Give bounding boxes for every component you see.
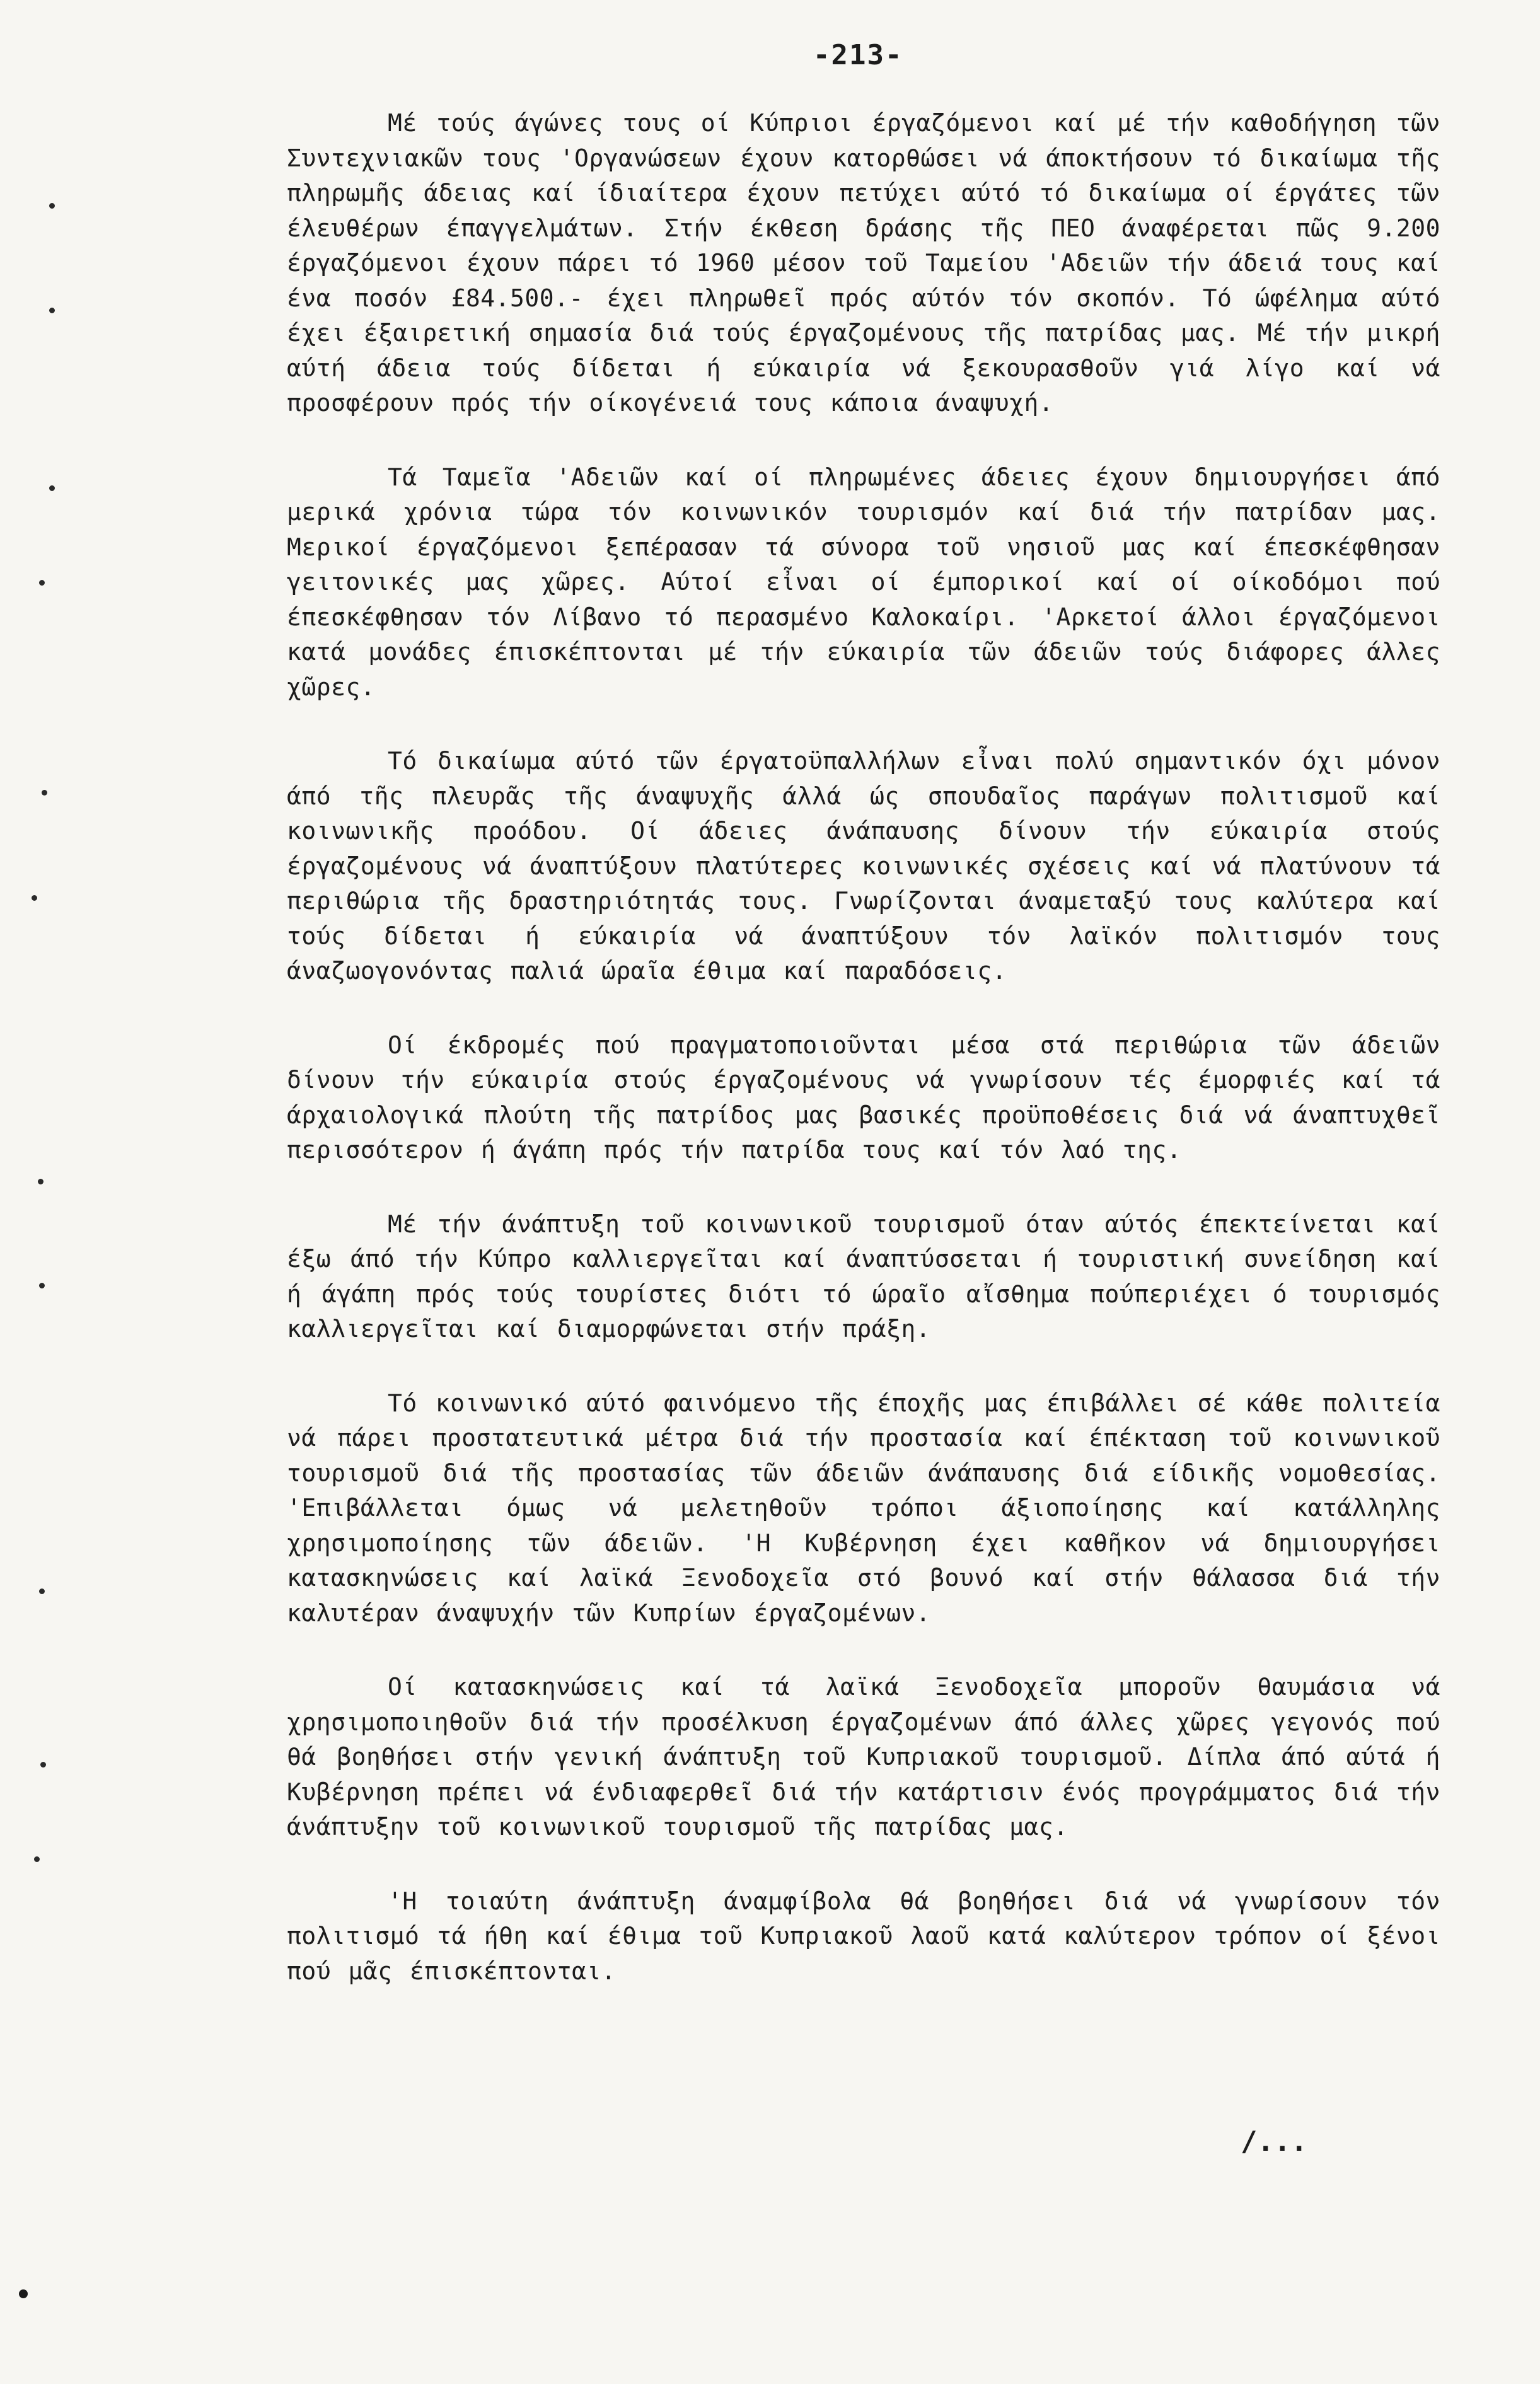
- paragraph-6: Τό κοινωνικό αύτό φαινόμενο τῆς έποχῆς μας έπιβάλλει σέ κάθε πολιτεία νά πάρει προστατευτικά μέτρα διά τήν προστασία καί έπέκταση τοῦ κοινωνικοῦ τουρισμοῦ διά τῆς προστασίας τῶν άδειῶν άνάπαυσης διά είδικῆς νομοθεσίας. 'Επιβάλλεται όμως νά μελετηθοῦν τρόποι άξιοποίησης καί κατάλληλης χρησιμοποίησης τῶν άδειῶν. 'Η Κυβέρνηση έχει καθῆκον νά δημιουργήσει κατασκηνώσεις καί λαϊκά Ξενοδοχεῖα στό βουνό καί στήν θάλασσα διά τήν καλυτέραν άναψυχήν τῶν Κυπρίων έργαζομένων.: [287, 1389, 1440, 1627]
- margin-mark: [42, 790, 47, 796]
- paragraph-7: Οί κατασκηνώσεις καί τά λαϊκά Ξενοδοχεῖα μποροῦν θαυμάσια νά χρησιμοποιηθοῦν διά τήν προσέλκυση έργαζομένων άπό άλλες χῶρες γεγονός πού θά βοηθήσει στήν γενική άνάπτυξη τοῦ Κυπριακοῦ τουρισμοῦ. Δίπλα άπό αύτά ή Κυβέρνηση πρέπει νά ένδιαφερθεῖ διά τήν κατάρτισιν ένός προγράμματος διά τήν άνάπτυξην τοῦ κοινωνικοῦ τουρισμοῦ τῆς πατρίδας μας.: [287, 1673, 1440, 1841]
- paragraph-2: Τά Ταμεῖα 'Αδειῶν καί οί πληρωμένες άδειες έχουν δημιουργήσει άπό μερικά χρόνια τώρα τόν κοινωνικόν τουρισμόν καί διά τήν πατρίδαν μας. Μερικοί έργαζόμενοι ξεπέρασαν τά σύνορα τοῦ νησιοῦ μας καί έπεσκέφθησαν γειτονικές μας χῶρες. Αύτοί εἶναι οί έμπορικοί καί οί οίκοδόμοι πού έπεσκέφθησαν τόν Λίβανο τό περασμένο Καλοκαίρι. 'Αρκετοί άλλοι έργαζόμενοι κατά μονάδες έπισκέπτονται μέ τήν εύκαιρία τῶν άδειῶν τούς διάφορες άλλες χῶρες.: [287, 463, 1440, 701]
- paragraph-8: 'Η τοιαύτη άνάπτυξη άναμφίβολα θά βοηθήσει διά νά γνωρίσουν τόν πολιτισμό τά ήθη καί έθιμα τοῦ Κυπριακοῦ λαοῦ κατά καλύτερον τρόπον οί ξένοι πού μᾶς έπισκέπτονται.: [287, 1887, 1440, 1985]
- paragraph-5: Μέ τήν άνάπτυξη τοῦ κοινωνικοῦ τουρισμοῦ όταν αύτός έπεκτείνεται καί έξω άπό τήν Κύπρο καλλιεργεῖται καί άναπτύσσεται ή τουριστική συνείδηση καί ή άγάπη πρός τούς τουρίστες διότι τό ώραῖο αἴσθημα πούπεριέχει ό τουρισμός καλλιεργεῖται καί διαμορφώνεται στήν πράξη.: [287, 1210, 1440, 1343]
- margin-mark: [39, 1283, 45, 1288]
- margin-mark: [49, 308, 55, 313]
- margin-mark: [39, 580, 45, 586]
- margin-mark: [38, 1179, 43, 1184]
- margin-mark: [32, 895, 37, 901]
- paragraph-3: Τό δικαίωμα αύτό τῶν έργατοϋπαλλήλων εἶναι πολύ σημαντικόν όχι μόνον άπό τῆς πλευρᾶς τῆς άναψυχῆς άλλά ώς σπουδαῖος παράγων πολιτισμοῦ καί κοινωνικῆς προόδου. Οί άδειες άνάπαυσης δίνουν τήν εύκαιρία στούς έργαζομένους νά άναπτύξουν πλατύτερες κοινωνικές σχέσεις καί νά πλατύνουν τά περιθώρια τῆς δραστηριότητάς τους. Γνωρίζονται άναμεταξύ τους καλύτερα καί τούς δίδεται ή εύκαιρία νά άναπτύξουν τόν λαϊκόν πολιτισμόν τους άναζωογονόντας παλιά ώραῖα έθιμα καί παραδόσεις.: [287, 747, 1440, 985]
- margin-mark: [39, 1588, 45, 1594]
- margin-mark: [19, 2289, 28, 2298]
- margin-mark: [40, 1762, 46, 1768]
- margin-mark: [34, 1856, 40, 1862]
- paragraph-1: Μέ τούς άγώνες τους οί Κύπριοι έργαζόμενοι καί μέ τήν καθοδήγηση τῶν Συντεχνιακῶν τους 'Οργανώσεων έχουν κατορθώσει νά άποκτήσουν τό δικαίωμα τῆς πληρωμῆς άδειας καί ίδιαίτερα έχουν πετύχει αύτό τό δικαίωμα οί έργάτες τῶν έλευθέρων έπαγγελμάτων. Στήν έκθεση δράσης τῆς ΠΕΟ άναφέρεται πῶς 9.200 έργαζόμενοι έχουν πάρει τό 1960 μέσον τοῦ Ταμείου 'Αδειῶν τήν άδειά τους καί ένα ποσόν £84.500.- έχει πληρωθεῖ πρός αύτόν τόν σκοπόν. Τό ώφέλημα αύτό έχει έξαιρετική σημασία διά τούς έργαζομένους τῆς πατρίδας μας. Μέ τήν μικρή αύτή άδεια τούς δίδεται ή εύκαιρία νά ξεκουρασθοῦν γιά λίγο καί νά προσφέρουν πρός τήν οίκογένειά τους κάποια άναψυχή.: [287, 109, 1440, 417]
- paragraph-4: Οί έκδρομές πού πραγματοποιοῦνται μέσα στά περιθώρια τῶν άδειῶν δίνουν τήν εύκαιρία στούς έργαζομένους νά γνωρίσουν τές έμορφιές καί τά άρχαιολογικά πλούτη τῆς πατρίδος μας βασικές προϋποθέσεις διά νά άναπτυχθεῖ περισσότερον ή άγάπη πρός τήν πατρίδα τους καί τόν λαό της.: [287, 1031, 1440, 1164]
- continuation-mark: /...: [1241, 2126, 1307, 2158]
- page-number: -213-: [813, 39, 903, 71]
- margin-mark: [49, 203, 55, 209]
- document-body: [287, 106, 1440, 2028]
- margin-mark: [49, 485, 55, 491]
